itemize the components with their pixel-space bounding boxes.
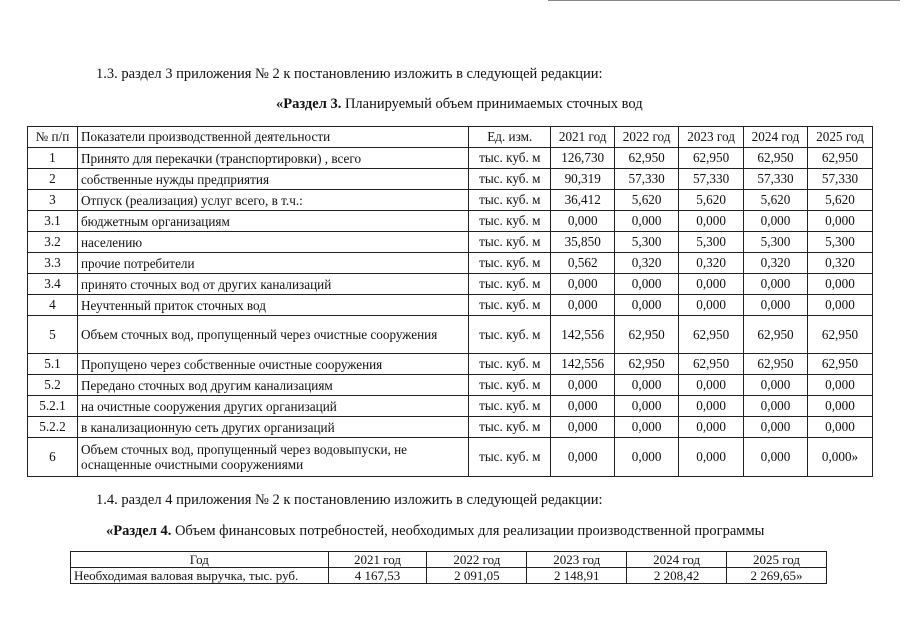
value-2024: 0,320: [744, 253, 808, 274]
table-header-row: [28, 127, 873, 148]
value-2023: 0,000: [679, 295, 744, 316]
table-row: [28, 190, 873, 211]
value-2021: 35,850: [551, 232, 615, 253]
row-number: 3.4: [28, 274, 78, 295]
col-header-2025: 2025 год: [727, 552, 827, 568]
value-2022: 5,620: [615, 190, 679, 211]
unit: тыс. куб. м: [469, 274, 551, 295]
col-header-2023: 2023 год: [527, 552, 627, 568]
financial-needs-table: [70, 551, 827, 584]
indicator-name: Объем сточных вод, пропущенный через очистные сооружения: [77, 316, 468, 354]
col-header-2021: 2021 год: [551, 127, 615, 148]
row-number: 5.2: [28, 375, 78, 396]
indicator-name: Передано сточных вод другим канализациям: [77, 375, 468, 396]
value-2021: 0,000: [551, 396, 615, 417]
value-2025: 0,000: [807, 295, 872, 316]
value-2021: 142,556: [551, 354, 615, 375]
row-number: 5: [28, 316, 78, 354]
value-2023: 0,000: [679, 375, 744, 396]
unit: тыс. куб. м: [469, 417, 551, 438]
indicator-name: собственные нужды предприятия: [77, 169, 468, 190]
row-number: 1: [28, 148, 78, 169]
value-2023: 5,620: [679, 190, 744, 211]
indicator-name: Принято для перекачки (транспортировки) , всего: [77, 148, 468, 169]
value-2022: 62,950: [615, 354, 679, 375]
row-number: 3.3: [28, 253, 78, 274]
section-3-label: «Раздел 3.: [276, 96, 342, 112]
value-2024: 0,000: [744, 417, 808, 438]
col-header-unit: Ед. изм.: [469, 127, 551, 148]
col-header-year: Год: [71, 552, 329, 568]
value-2025: 0,000: [807, 211, 872, 232]
table-row: [28, 169, 873, 190]
indicator-name: Пропущено через собственные очистные сооружения: [77, 354, 468, 375]
indicator-name: населению: [77, 232, 468, 253]
section-3-title: [276, 96, 643, 113]
value-2024: 2 208,42: [627, 568, 727, 584]
value-2021: 0,000: [551, 211, 615, 232]
unit: тыс. куб. м: [469, 148, 551, 169]
indicator-name: Отпуск (реализация) услуг всего, в т.ч.:: [77, 190, 468, 211]
value-2024: 0,000: [744, 295, 808, 316]
value-2024: 0,000: [744, 375, 808, 396]
value-2021: 0,000: [551, 375, 615, 396]
value-2021: 142,556: [551, 316, 615, 354]
value-2021: 36,412: [551, 190, 615, 211]
row-label: Необходимая валовая выручка, тыс. руб.: [71, 568, 329, 584]
unit: тыс. куб. м: [469, 438, 551, 477]
value-2021: 0,000: [551, 295, 615, 316]
value-2025: 62,950: [807, 354, 872, 375]
col-header-2024: 2024 год: [744, 127, 808, 148]
unit: тыс. куб. м: [469, 211, 551, 232]
value-2022: 0,320: [615, 253, 679, 274]
value-2024: 0,000: [744, 396, 808, 417]
value-2023: 62,950: [679, 148, 744, 169]
value-2024: 0,000: [744, 211, 808, 232]
unit: тыс. куб. м: [469, 375, 551, 396]
unit: тыс. куб. м: [469, 232, 551, 253]
unit: тыс. куб. м: [469, 169, 551, 190]
value-2025: 5,620: [807, 190, 872, 211]
value-2021: 0,562: [551, 253, 615, 274]
value-2023: 0,000: [679, 274, 744, 295]
value-2024: 57,330: [744, 169, 808, 190]
value-2025: 0,000: [807, 417, 872, 438]
table-row: [71, 568, 827, 584]
row-number: 3.1: [28, 211, 78, 232]
value-2025: 57,330: [807, 169, 872, 190]
value-2021: 126,730: [551, 148, 615, 169]
value-2022: 5,300: [615, 232, 679, 253]
col-header-2021: 2021 год: [328, 552, 427, 568]
row-number: 5.2.2: [28, 417, 78, 438]
unit: тыс. куб. м: [469, 354, 551, 375]
value-2022: 62,950: [615, 316, 679, 354]
value-2021: 0,000: [551, 274, 615, 295]
section-4-text: Объем финансовых потребностей, необходимых для реализации производственной программы: [171, 523, 765, 539]
unit: тыс. куб. м: [469, 396, 551, 417]
table-row: [28, 148, 873, 169]
indicator-name: Объем сточных вод, пропущенный через водовыпуски, не оснащенные очистными сооружениями: [77, 438, 468, 477]
row-number: 5.2.1: [28, 396, 78, 417]
page-top-rule: [548, 0, 900, 2]
unit: тыс. куб. м: [469, 295, 551, 316]
section-3-text: Планируемый объем принимаемых сточных вод: [341, 96, 643, 112]
table-row: [28, 417, 873, 438]
value-2021: 0,000: [551, 438, 615, 477]
value-2023: 2 148,91: [527, 568, 627, 584]
value-2025: 0,320: [807, 253, 872, 274]
value-2023: 62,950: [679, 354, 744, 375]
col-header-2025: 2025 год: [807, 127, 872, 148]
row-number: 3.2: [28, 232, 78, 253]
section-4-label: «Раздел 4.: [106, 523, 172, 539]
row-number: 4: [28, 295, 78, 316]
table-row: [28, 274, 873, 295]
col-header-num: № п/п: [28, 127, 78, 148]
value-2022: 0,000: [615, 417, 679, 438]
table-row: [28, 232, 873, 253]
value-2022: 0,000: [615, 211, 679, 232]
value-2023: 57,330: [679, 169, 744, 190]
value-2022: 0,000: [615, 438, 679, 477]
value-2024: 62,950: [744, 148, 808, 169]
indicator-name: принято сточных вод от других канализаций: [77, 274, 468, 295]
value-2023: 0,320: [679, 253, 744, 274]
paragraph-1-4: 1.4. раздел 4 приложения № 2 к постановлению изложить в следующей редакции:: [96, 492, 603, 508]
value-2024: 62,950: [744, 316, 808, 354]
indicator-name: Неучтенный приток сточных вод: [77, 295, 468, 316]
indicator-name: в канализационную сеть других организаций: [77, 417, 468, 438]
table-row: [28, 316, 873, 354]
col-header-2022: 2022 год: [427, 552, 527, 568]
col-header-2024: 2024 год: [627, 552, 727, 568]
value-2021: 0,000: [551, 417, 615, 438]
value-2024: 0,000: [744, 274, 808, 295]
value-2023: 62,950: [679, 316, 744, 354]
value-2022: 0,000: [615, 295, 679, 316]
col-header-2023: 2023 год: [679, 127, 744, 148]
value-2022: 62,950: [615, 148, 679, 169]
indicator-name: прочие потребители: [77, 253, 468, 274]
value-2022: 0,000: [615, 274, 679, 295]
col-header-2022: 2022 год: [615, 127, 679, 148]
value-2021: 4 167,53: [328, 568, 427, 584]
table-row: [28, 295, 873, 316]
wastewater-volume-table: [27, 126, 873, 477]
unit: тыс. куб. м: [469, 316, 551, 354]
value-2025: 0,000»: [807, 438, 872, 477]
value-2022: 57,330: [615, 169, 679, 190]
value-2024: 62,950: [744, 354, 808, 375]
row-number: 3: [28, 190, 78, 211]
value-2023: 5,300: [679, 232, 744, 253]
row-number: 2: [28, 169, 78, 190]
value-2022: 0,000: [615, 396, 679, 417]
value-2024: 0,000: [744, 438, 808, 477]
table-header-row: [71, 552, 827, 568]
unit: тыс. куб. м: [469, 190, 551, 211]
indicator-name: бюджетным организациям: [77, 211, 468, 232]
value-2022: 2 091,05: [427, 568, 527, 584]
unit: тыс. куб. м: [469, 253, 551, 274]
table-row: [28, 396, 873, 417]
value-2025: 62,950: [807, 148, 872, 169]
table-row: [28, 438, 873, 477]
table-row: [28, 253, 873, 274]
value-2024: 5,620: [744, 190, 808, 211]
paragraph-1-3: 1.3. раздел 3 приложения № 2 к постановлению изложить в следующей редакции:: [96, 66, 603, 82]
value-2023: 0,000: [679, 211, 744, 232]
value-2025: 62,950: [807, 316, 872, 354]
value-2025: 0,000: [807, 274, 872, 295]
value-2025: 2 269,65»: [727, 568, 827, 584]
row-number: 6: [28, 438, 78, 477]
table-row: [28, 375, 873, 396]
value-2025: 0,000: [807, 375, 872, 396]
table-row: [28, 211, 873, 232]
value-2024: 5,300: [744, 232, 808, 253]
row-number: 5.1: [28, 354, 78, 375]
section-4-title: [106, 523, 764, 540]
value-2023: 0,000: [679, 396, 744, 417]
value-2025: 5,300: [807, 232, 872, 253]
value-2025: 0,000: [807, 396, 872, 417]
indicator-name: на очистные сооружения других организаций: [77, 396, 468, 417]
table-row: [28, 354, 873, 375]
col-header-indicator: Показатели производственной деятельности: [77, 127, 468, 148]
value-2022: 0,000: [615, 375, 679, 396]
value-2021: 90,319: [551, 169, 615, 190]
value-2023: 0,000: [679, 417, 744, 438]
value-2023: 0,000: [679, 438, 744, 477]
